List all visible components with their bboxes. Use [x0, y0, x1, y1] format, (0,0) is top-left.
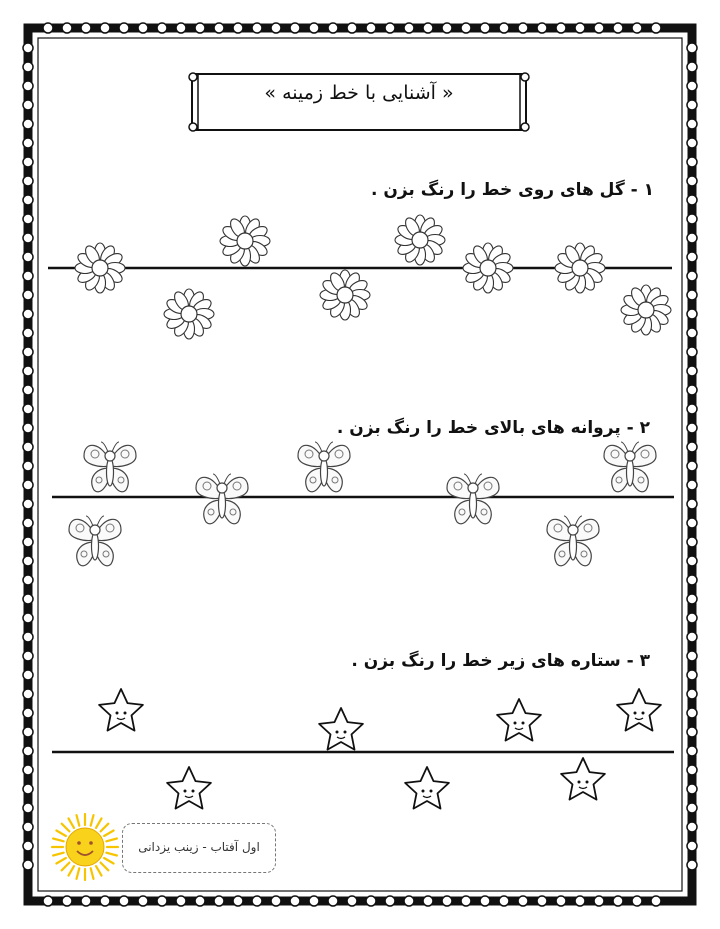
flower-icon: [555, 243, 605, 293]
sun-icon: [52, 814, 118, 880]
flower-icon: [75, 243, 125, 293]
smiling-star-icon: [497, 699, 541, 741]
butterfly-icon: [447, 474, 499, 524]
smiling-star-icon: [561, 758, 605, 800]
instruction-butterflies: ۲ - پروانه های بالای خط را رنگ بزن .: [336, 418, 650, 438]
smiling-star-icon: [99, 689, 143, 731]
flower-icon: [395, 215, 445, 265]
butterfly-icon: [196, 474, 248, 524]
butterfly-icon: [84, 442, 136, 492]
instruction-stars: ۳ - ستاره های زیر خط را رنگ بزن .: [351, 651, 650, 671]
flower-icon: [164, 289, 214, 339]
butterfly-icon: [298, 442, 350, 492]
butterfly-icon: [547, 516, 599, 566]
flower-icon: [220, 216, 270, 266]
smiling-star-icon: [167, 767, 211, 809]
page-title: « آشنایی با خط زمینه »: [264, 82, 454, 104]
flower-icon: [621, 285, 671, 335]
smiling-star-icon: [319, 708, 363, 750]
flower-icon: [463, 243, 513, 293]
credit-text: اول آفتاب - زینب یزدانی: [138, 840, 260, 854]
butterfly-icon: [604, 442, 656, 492]
instruction-flowers: ۱ - گل های روی خط را رنگ بزن .: [370, 180, 654, 200]
smiling-star-icon: [617, 689, 661, 731]
flower-icon: [320, 270, 370, 320]
butterfly-icon: [69, 516, 121, 566]
smiling-star-icon: [405, 767, 449, 809]
